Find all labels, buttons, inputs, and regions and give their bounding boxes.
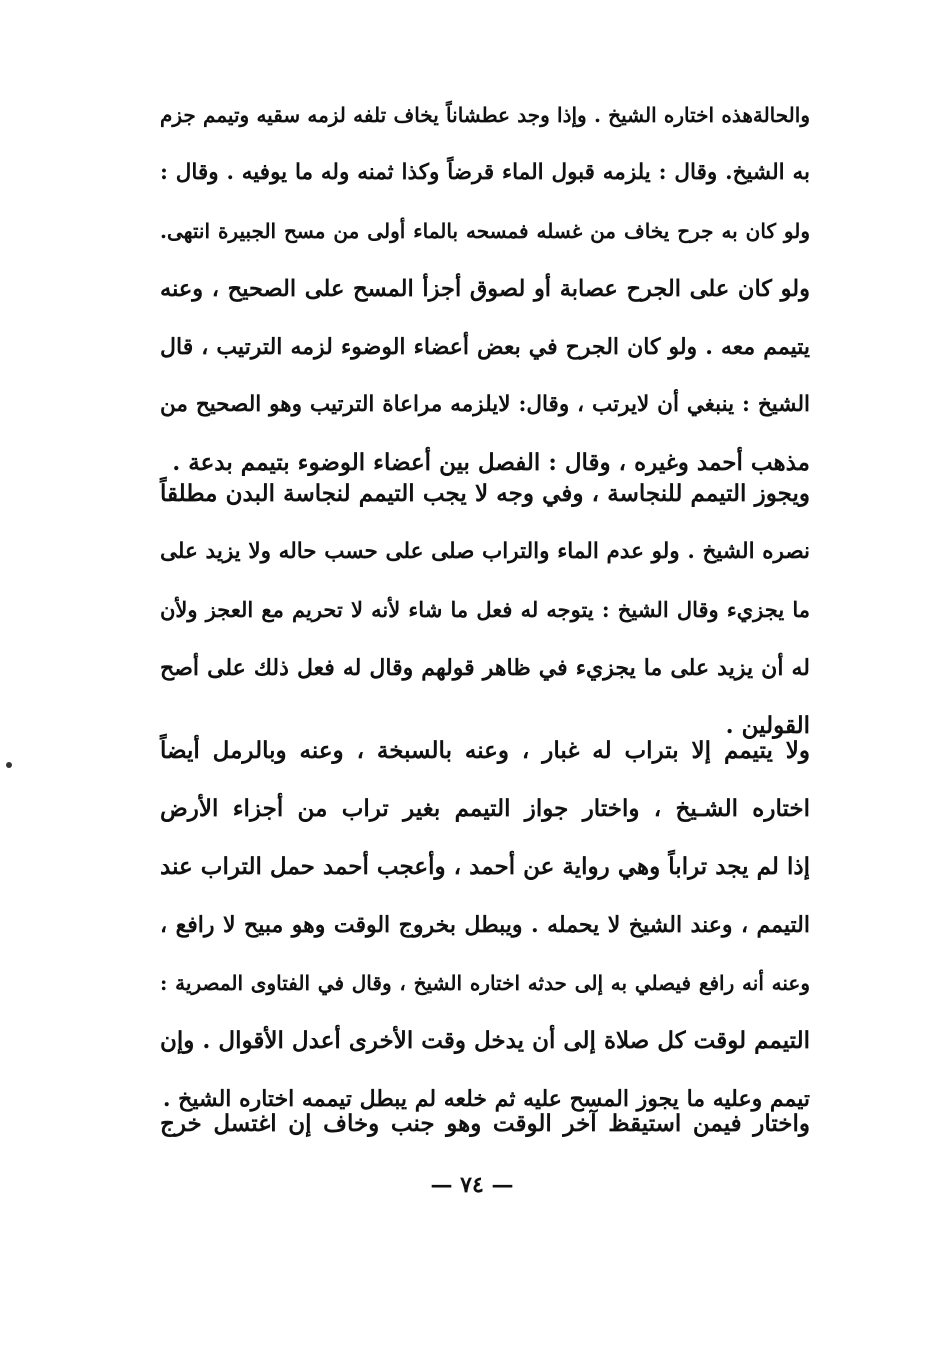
- text-line: ما يجزيء وقال الشيخ : يتوجه له فعل ما شاء لأنه لا تحريم مع العجز ولأن: [160, 597, 810, 622]
- text-line: ولو كان على الجرح عصابة أو لصوق أجزأ المسح على الصحيح ، وعنه: [160, 276, 810, 302]
- paragraph-4: [160, 1095, 810, 1153]
- text-line: إذا لم يجد تراباً وهي رواية عن أحمد ، وأعجب أحمد حمل التراب عند: [160, 853, 810, 880]
- text-line: الشيخ : ينبغي أن لايرتب ، وقال: لايلزمه مراعاة الترتيب وهو الصحيح من: [160, 392, 810, 417]
- text-line: واختار فيمن استيقظ آخر الوقت وهو جنب وخاف إن اغتسل خرج: [160, 1110, 810, 1137]
- text-line: يتيمم معه . ولو كان الجرح في بعض أعضاء الوضوء لزمه الترتيب ، قال: [160, 334, 810, 360]
- text-line: به الشيخ. وقال : يلزمه قبول الماء قرضاً وكذا ثمنه وله ما يوفيه . وقال :: [160, 160, 810, 185]
- text-line: ويجوز التيمم للنجاسة ، وفي وجه لا يجب التيمم لنجاسة البدن مطلقاً: [160, 480, 810, 507]
- text-line: اختاره الشـيخ ، واختار جواز التيمم بغير تراب من أجزاء الأرض: [160, 795, 810, 822]
- text-line: ولو كان به جرح يخاف من غسله فمسحه بالماء أولى من مسح الجبيرة انتهى.: [160, 219, 810, 243]
- margin-mark: [6, 762, 12, 768]
- text-line: والحالةهذه اختاره الشيخ . وإذا وجد عطشاناً يخاف تلفه لزمه سقيه وتيمم جزم: [160, 103, 810, 127]
- page-number: — ٧٤ —: [430, 1172, 514, 1198]
- text-line: التيمم لوقت كل صلاة إلى أن يدخل وقت الأخرى أعدل الأقوال . وإن: [160, 1027, 810, 1054]
- paragraph-3: [160, 722, 810, 1128]
- paragraph-1: [160, 86, 810, 492]
- text-line: ولا يتيمم إلا بتراب له غبار ، وعنه بالسبخة ، وعنه وبالرمل أيضاً: [160, 737, 810, 764]
- text-line: له أن يزيد على ما يجزيء في ظاهر قولهم وقال له فعل ذلك على أصح: [160, 655, 810, 681]
- paragraph-2: [160, 465, 810, 755]
- text-line: وعنه أنه رافع فيصلي به إلى حدثه اختاره الشيخ ، وقال في الفتاوى المصرية :: [160, 971, 810, 995]
- text-line: التيمم ، وعند الشيخ لا يحمله . ويبطل بخروج الوقت وهو مبيح لا رافع ،: [160, 912, 810, 938]
- text-line: تيمم وعليه ما يجوز المسح عليه ثم خلعه لم يبطل تيممه اختاره الشيخ .: [162, 1086, 810, 1112]
- text-line: نصره الشيخ . ولو عدم الماء والتراب صلى على حسب حاله ولا يزيد على: [160, 539, 810, 564]
- text-line: مذهب أحمد وغيره ، وقال : الفصل بين أعضاء الوضوء بتيمم بدعة .: [172, 449, 810, 476]
- text-line: القولين .: [725, 712, 810, 739]
